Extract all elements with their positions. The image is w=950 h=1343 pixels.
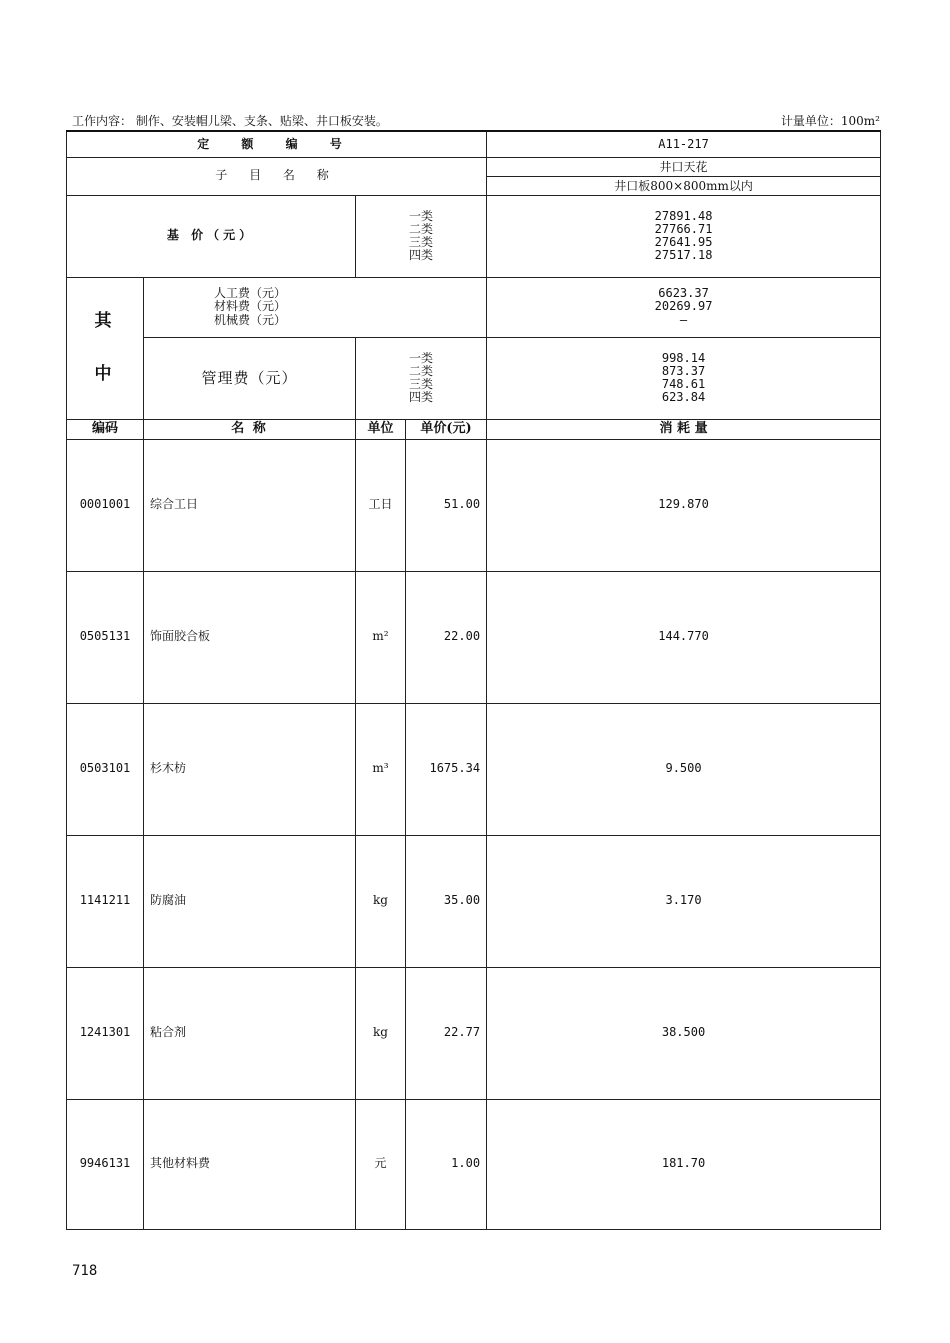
management-fee-values	[487, 337, 881, 419]
item-name-cell	[487, 157, 881, 195]
of-which-label	[67, 277, 144, 419]
row-unit: m³	[356, 703, 406, 835]
management-fee-value: 623.84	[661, 390, 706, 405]
row-name: 杉木枋	[144, 703, 356, 835]
class-label: 一类	[409, 208, 434, 223]
management-fee-row	[67, 337, 881, 419]
row-code: 0001001	[67, 439, 144, 571]
base-price-label: 基 价（元）	[67, 195, 356, 277]
row-code: 9946131	[67, 1099, 144, 1229]
table-row	[67, 571, 881, 703]
of-which-char-2: 中	[94, 364, 116, 384]
row-price: 1.00	[406, 1099, 487, 1229]
fee-labels	[144, 277, 487, 337]
row-name: 综合工日	[144, 439, 356, 571]
col-header-price: 单价(元)	[406, 419, 487, 439]
row-unit: 元	[356, 1099, 406, 1229]
item-name-row	[67, 157, 881, 195]
row-consumption: 3.170	[487, 835, 881, 967]
of-which-char-1: 其	[94, 311, 116, 332]
machine-fee-value: –	[679, 312, 688, 327]
row-name: 防腐油	[144, 835, 356, 967]
row-unit: kg	[356, 835, 406, 967]
fee-breakdown-row	[67, 277, 881, 337]
col-header-unit: 单位	[356, 419, 406, 439]
row-name: 其他材料费	[144, 1099, 356, 1229]
item-name-label: 子 目 名 称	[67, 157, 487, 195]
row-name: 饰面胶合板	[144, 571, 356, 703]
work-content-text: 工作内容： 制作、安装帽儿梁、支条、贴梁、井口板安装。	[72, 114, 388, 128]
class-label: 四类	[409, 390, 434, 405]
base-price-value: 27641.95	[654, 235, 713, 249]
material-fee-label: 材料费（元）	[214, 299, 287, 314]
row-unit: m²	[356, 571, 406, 703]
base-price-value: 27517.18	[654, 248, 713, 263]
row-consumption: 9.500	[487, 703, 881, 835]
quota-table	[66, 130, 881, 1230]
material-fee-value: 20269.97	[654, 299, 713, 314]
class-label: 四类	[409, 248, 434, 263]
row-consumption: 144.770	[487, 571, 881, 703]
table-row	[67, 439, 881, 571]
item-name-line1: 井口天花	[487, 158, 880, 177]
labor-fee-label: 人工费（元）	[214, 286, 287, 301]
page-number: 718	[72, 1263, 98, 1279]
fee-values	[487, 277, 881, 337]
row-code: 0505131	[67, 571, 144, 703]
management-fee-value: 873.37	[661, 363, 706, 378]
row-code: 1141211	[67, 835, 144, 967]
row-price: 51.00	[406, 439, 487, 571]
class-label: 二类	[409, 221, 434, 236]
management-fee-classes	[356, 337, 487, 419]
measurement-unit-text: 计量单位：100m²	[780, 114, 880, 128]
labor-fee-value: 6623.37	[658, 286, 709, 301]
quota-code-row	[67, 131, 881, 157]
col-header-code: 编码	[67, 419, 144, 439]
class-label: 三类	[409, 235, 434, 249]
row-price: 1675.34	[406, 703, 487, 835]
machine-fee-label: 机械费（元）	[214, 312, 287, 327]
row-unit: kg	[356, 967, 406, 1099]
table-row	[67, 703, 881, 835]
class-label: 二类	[409, 363, 434, 378]
item-name-line2: 井口板800×800mm以内	[614, 178, 753, 193]
base-price-value: 27766.71	[654, 221, 713, 236]
table-row	[67, 1099, 881, 1229]
quota-code-value: A11-217	[487, 131, 881, 157]
row-price: 22.77	[406, 967, 487, 1099]
table-row	[67, 967, 881, 1099]
row-consumption: 38.500	[487, 967, 881, 1099]
management-fee-value: 748.61	[661, 377, 706, 391]
base-price-row	[67, 195, 881, 277]
management-fee-value: 998.14	[661, 350, 706, 365]
row-consumption: 129.870	[487, 439, 881, 571]
col-header-name: 名 称	[144, 419, 356, 439]
row-price: 35.00	[406, 835, 487, 967]
class-label: 三类	[409, 377, 434, 391]
table-row	[67, 835, 881, 967]
column-header-row	[67, 419, 881, 439]
col-header-consumption: 消 耗 量	[487, 419, 881, 439]
base-price-values	[487, 195, 881, 277]
base-price-value: 27891.48	[654, 208, 713, 223]
row-unit: 工日	[356, 439, 406, 571]
row-name: 粘合剂	[144, 967, 356, 1099]
row-consumption: 181.70	[487, 1099, 881, 1229]
row-code: 1241301	[67, 967, 144, 1099]
row-price: 22.00	[406, 571, 487, 703]
base-price-classes	[356, 195, 487, 277]
quota-code-label: 定 额 编 号	[67, 131, 487, 157]
management-fee-label: 管理费（元）	[144, 337, 356, 419]
class-label: 一类	[409, 350, 434, 365]
row-code: 0503101	[67, 703, 144, 835]
